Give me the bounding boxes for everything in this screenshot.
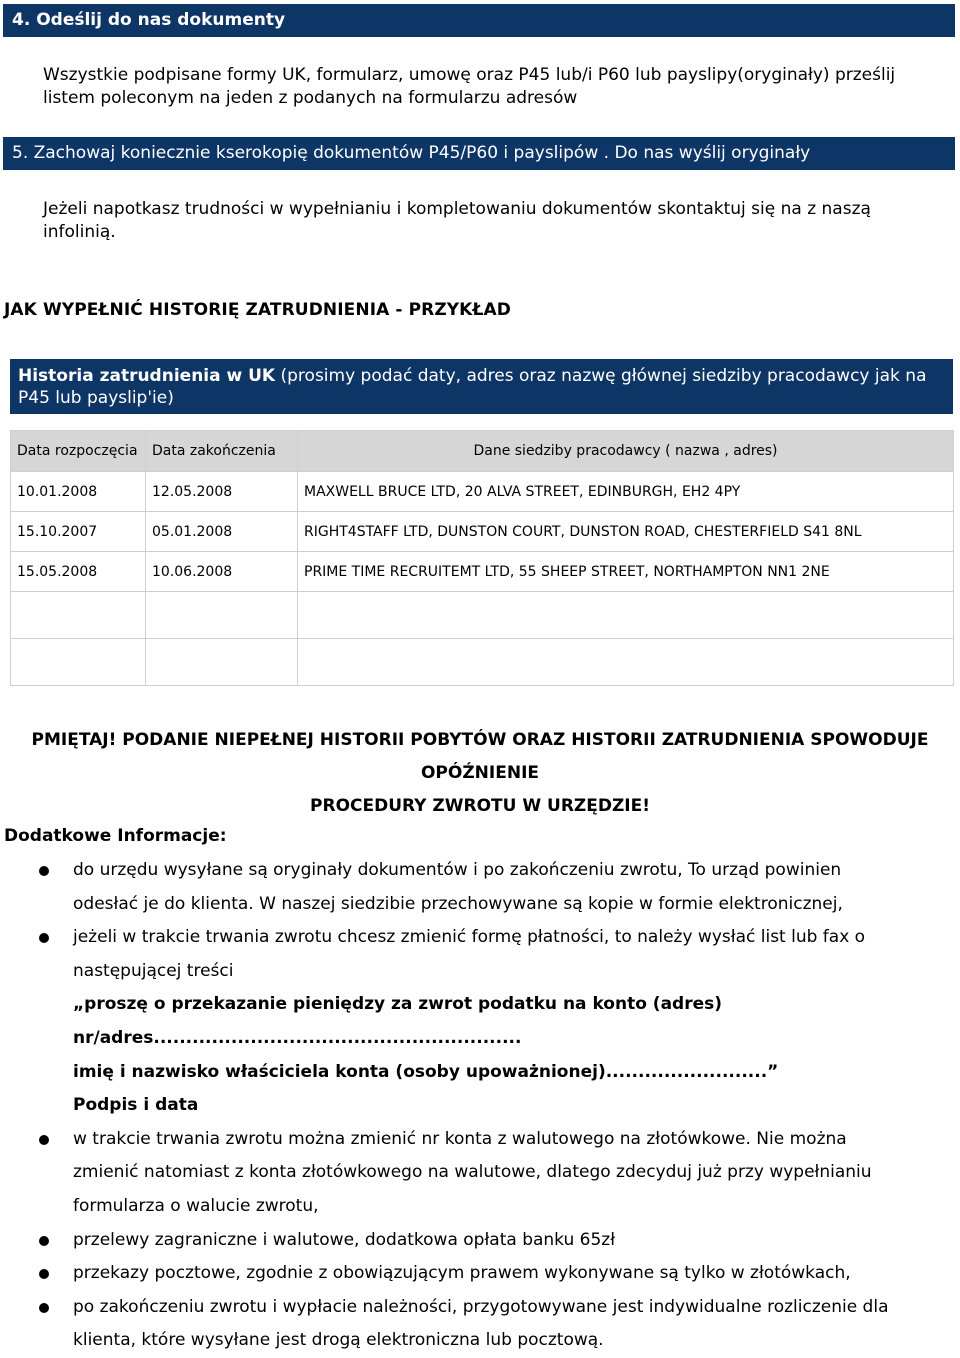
example-heading: JAK WYPEŁNIĆ HISTORIĘ ZATRUDNIENIA - PRZYKŁAD (4, 300, 511, 320)
empty-cell (146, 639, 298, 686)
bullet-icon (39, 866, 49, 876)
table-row (11, 512, 954, 552)
section-5-text: Jeżeli napotkasz trudności w wypełnianiu i kompletowaniu dokumentów skontaktuj się na z naszą infolinią. (43, 199, 871, 242)
bullet-icon (39, 933, 49, 943)
table-row (11, 472, 954, 512)
employment-history-title: Historia zatrudnienia w UK (18, 366, 276, 386)
list-item-text: przekazy pocztowe, zgodnie z obowiązującym prawem wykonywane są tylko w złotówkach, (73, 1263, 851, 1284)
empty-cell (298, 592, 954, 639)
list-item (0, 921, 893, 1123)
bullet-icon (39, 1135, 49, 1145)
table-row-empty (11, 592, 954, 639)
table-header-row (11, 431, 954, 472)
list-item-text: przelewy zagraniczne i walutowe, dodatkowa opłata banku 65zł (73, 1229, 616, 1250)
empty-cell (298, 639, 954, 686)
payment-request-template: „proszę o przekazanie pieniędzy za zwrot podatku na konto (adres) nr/adres......................................................... (73, 994, 723, 1048)
warning-notice (0, 724, 960, 823)
start-date-cell: 10.01.2008 (11, 472, 146, 512)
end-date-cell: 10.06.2008 (146, 552, 298, 592)
warning-line-1: PMIĘTAJ! PODANIE NIEPEŁNEJ HISTORII POBYTÓW ORAZ HISTORII ZATRUDNIENIA SPOWODUJE OPÓŹNIENIE (31, 730, 929, 783)
bullet-icon (39, 1236, 49, 1246)
employer-cell: RIGHT4STAFF LTD, DUNSTON COURT, DUNSTON ROAD, CHESTERFIELD S41 8NL (298, 512, 954, 552)
account-owner-line: imię i nazwisko właściciela konta (osoby upoważnionej).........................” (73, 1061, 779, 1082)
start-date-cell: 15.05.2008 (11, 552, 146, 592)
warning-line-2: PROCEDURY ZWROTU W URZĘDZIE! (310, 796, 650, 816)
empty-cell (11, 639, 146, 686)
empty-cell (146, 592, 298, 639)
empty-cell (11, 592, 146, 639)
list-item-text: w trakcie trwania zwrotu można zmienić nr konta z walutowego na złotówkowe. Nie można zmienić natomiast z konta złotówkowego na walutowe, dlatego zdecyduj już przy wypełnianiu formularza o walucie zwrotu, (73, 1128, 872, 1216)
employment-history-table (10, 430, 954, 686)
end-date-cell: 12.05.2008 (146, 472, 298, 512)
employment-history-subtitle: (prosimy podać daty, adres oraz nazwę głównej siedziby pracodawcy jak na P45 lub payslip'ie) (18, 366, 927, 408)
list-item (0, 1257, 893, 1291)
additional-info-heading: Dodatkowe Informacje: (4, 826, 227, 846)
section-4-header: 4. Odeślij do nas dokumenty (3, 4, 955, 37)
column-header-start-date: Data rozpoczęcia (11, 431, 146, 472)
list-item-text: po zakończeniu zwrotu i wypłacie należności, przygotowywane jest indywidualne rozliczenie dla klienta, które wysyłane jest drogą elektroniczna lub pocztową. (73, 1296, 889, 1351)
start-date-cell: 15.10.2007 (11, 512, 146, 552)
column-header-end-date: Data zakończenia (146, 431, 298, 472)
end-date-cell: 05.01.2008 (146, 512, 298, 552)
list-item-text: jeżeli w trakcie trwania zwrotu chcesz zmienić formę płatności, to należy wysłać list lub fax o następującej treści (73, 927, 866, 981)
list-item-text: do urzędu wysyłane są oryginały dokumentów i po zakończeniu zwrotu, To urząd powinien odesłać je do klienta. W naszej siedzibie przechowywane są kopie w formie elektronicznej, (73, 860, 843, 914)
list-item (0, 1291, 893, 1358)
bullet-icon (39, 1303, 49, 1313)
table-row-empty (11, 639, 954, 686)
list-item (0, 1123, 893, 1224)
column-header-employer: Dane siedziby pracodawcy ( nazwa , adres) (298, 431, 954, 472)
table-row (11, 552, 954, 592)
list-item (0, 1224, 893, 1258)
employer-cell: PRIME TIME RECRUITEMT LTD, 55 SHEEP STREET, NORTHAMPTON NN1 2NE (298, 552, 954, 592)
employer-cell: MAXWELL BRUCE LTD, 20 ALVA STREET, EDINBURGH, EH2 4PY (298, 472, 954, 512)
bullet-icon (39, 1269, 49, 1279)
section-5-header: 5. Zachowaj koniecznie kserokopię dokumentów P45/P60 i payslipów . Do nas wyślij oryginały (3, 137, 955, 170)
signature-date-line: Podpis i data (73, 1095, 199, 1116)
section-4-text: Wszystkie podpisane formy UK, formularz, umowę oraz P45 lub/i P60 lub payslipy(oryginały) prześlij listem poleconym na jeden z podanych na formularzu adresów (43, 65, 896, 108)
list-item (0, 854, 893, 921)
additional-info-list (0, 854, 960, 1358)
employment-history-header (10, 359, 953, 414)
